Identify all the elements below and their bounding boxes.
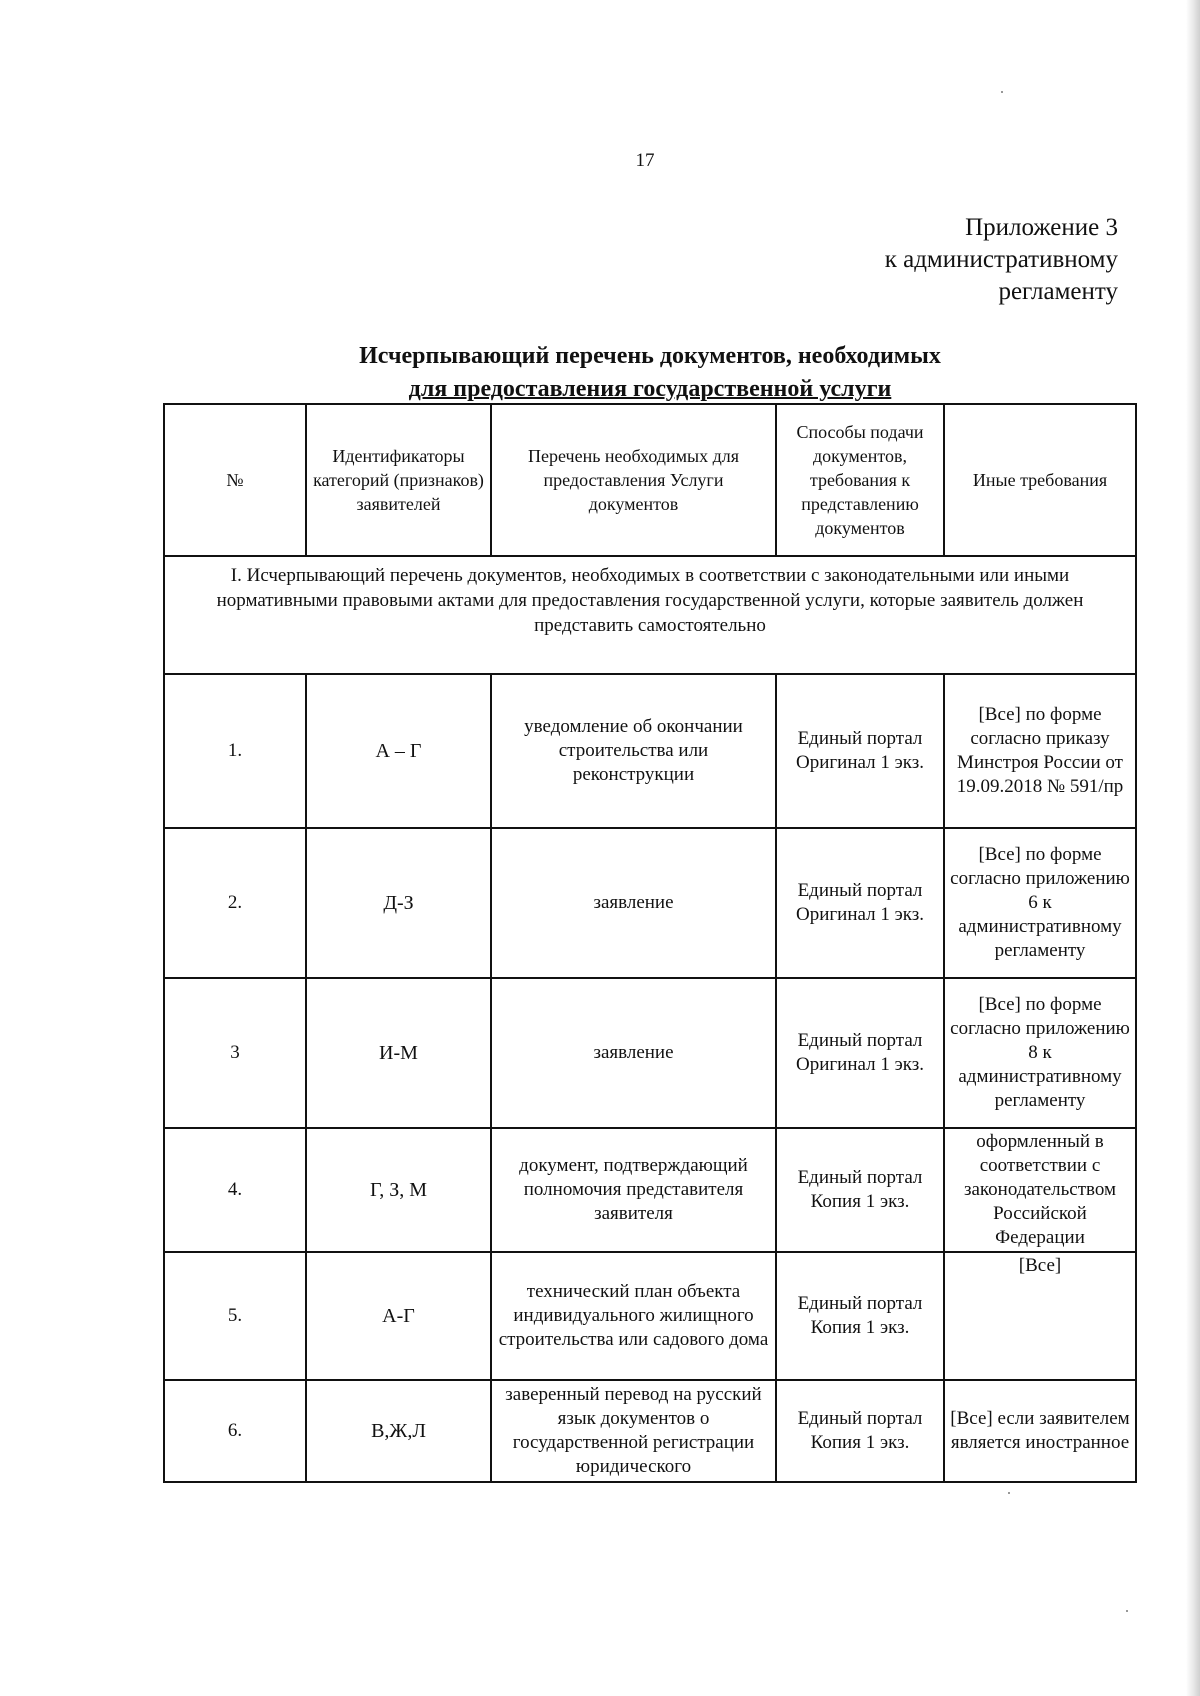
header-documents-list: Перечень необходимых для предоставления Услуги документов [491,404,776,556]
row-submission-method: Единый портал Оригинал 1 экз. [776,828,944,978]
row-number: 2. [164,828,306,978]
scan-speck [1001,91,1003,93]
document-title [160,340,1140,406]
row-number: 5. [164,1252,306,1380]
title-line-1: Исчерпывающий перечень документов, необходимых [359,343,941,369]
table-row [164,828,1136,978]
row-document: технический план объекта индивидуального жилищного строительства или садового дома [491,1252,776,1380]
table-header-row [164,404,1136,556]
row-submission-method: Единый портал Копия 1 экз. [776,1380,944,1482]
row-number: 3 [164,978,306,1128]
table-row [164,1252,1136,1380]
scan-page-edge [1186,0,1200,1696]
header-other-requirements: Иные требования [944,404,1136,556]
row-document: документ, подтверждающий полномочия представителя заявителя [491,1128,776,1252]
appendix-heading [718,212,1118,308]
row-document: заявление [491,828,776,978]
title-line-2: для предоставления государственной услуги [408,376,892,402]
row-other-requirements: [Все] по форме согласно приложению 6 к административному регламенту [944,828,1136,978]
row-number: 4. [164,1128,306,1252]
header-applicant-categories: Идентификаторы категорий (признаков) заявителей [306,404,491,556]
table-row [164,978,1136,1128]
row-submission-method: Единый портал Оригинал 1 экз. [776,674,944,828]
row-applicant-category: И-М [306,978,491,1128]
table-row [164,674,1136,828]
table-section-row [164,556,1136,674]
appendix-line-2: к административному [884,246,1118,273]
row-number: 1. [164,674,306,828]
table-row [164,1380,1136,1482]
row-submission-method: Единый портал Копия 1 экз. [776,1128,944,1252]
scan-speck [1008,1492,1010,1494]
row-other-requirements: [Все] [944,1252,1136,1380]
scan-speck [1126,1610,1128,1612]
header-number: № [164,404,306,556]
appendix-line-1: Приложение 3 [965,214,1118,241]
row-applicant-category: Д-З [306,828,491,978]
row-applicant-category: В,Ж,Л [306,1380,491,1482]
appendix-line-3: регламенту [998,278,1118,305]
row-document: уведомление об окончании строительства или реконструкции [491,674,776,828]
header-submission-methods: Способы подачи документов, требования к представлению документов [776,404,944,556]
row-submission-method: Единый портал Оригинал 1 экз. [776,978,944,1128]
row-other-requirements: [Все] по форме согласно приказу Минстроя России от 19.09.2018 № 591/пр [944,674,1136,828]
row-number: 6. [164,1380,306,1482]
row-submission-method: Единый портал Копия 1 экз. [776,1252,944,1380]
table-row [164,1128,1136,1252]
row-document: заявление [491,978,776,1128]
row-other-requirements: [Все] по форме согласно приложению 8 к административному регламенту [944,978,1136,1128]
row-other-requirements: оформленный в соответствии с законодательством Российской Федерации [944,1128,1136,1252]
row-document: заверенный перевод на русский язык документов о государственной регистрации юридического [491,1380,776,1482]
section-title: I. Исчерпывающий перечень документов, необходимых в соответствии с законодательными или иными нормативными правовыми актами для предоставления государственной услуги, которые заявитель должен представить самостоятельно [164,556,1136,674]
row-applicant-category: А – Г [306,674,491,828]
documents-table [163,403,1137,1483]
page-number: 17 [635,150,655,171]
row-applicant-category: А-Г [306,1252,491,1380]
row-other-requirements: [Все] если заявителем является иностранное [944,1380,1136,1482]
row-applicant-category: Г, З, М [306,1128,491,1252]
